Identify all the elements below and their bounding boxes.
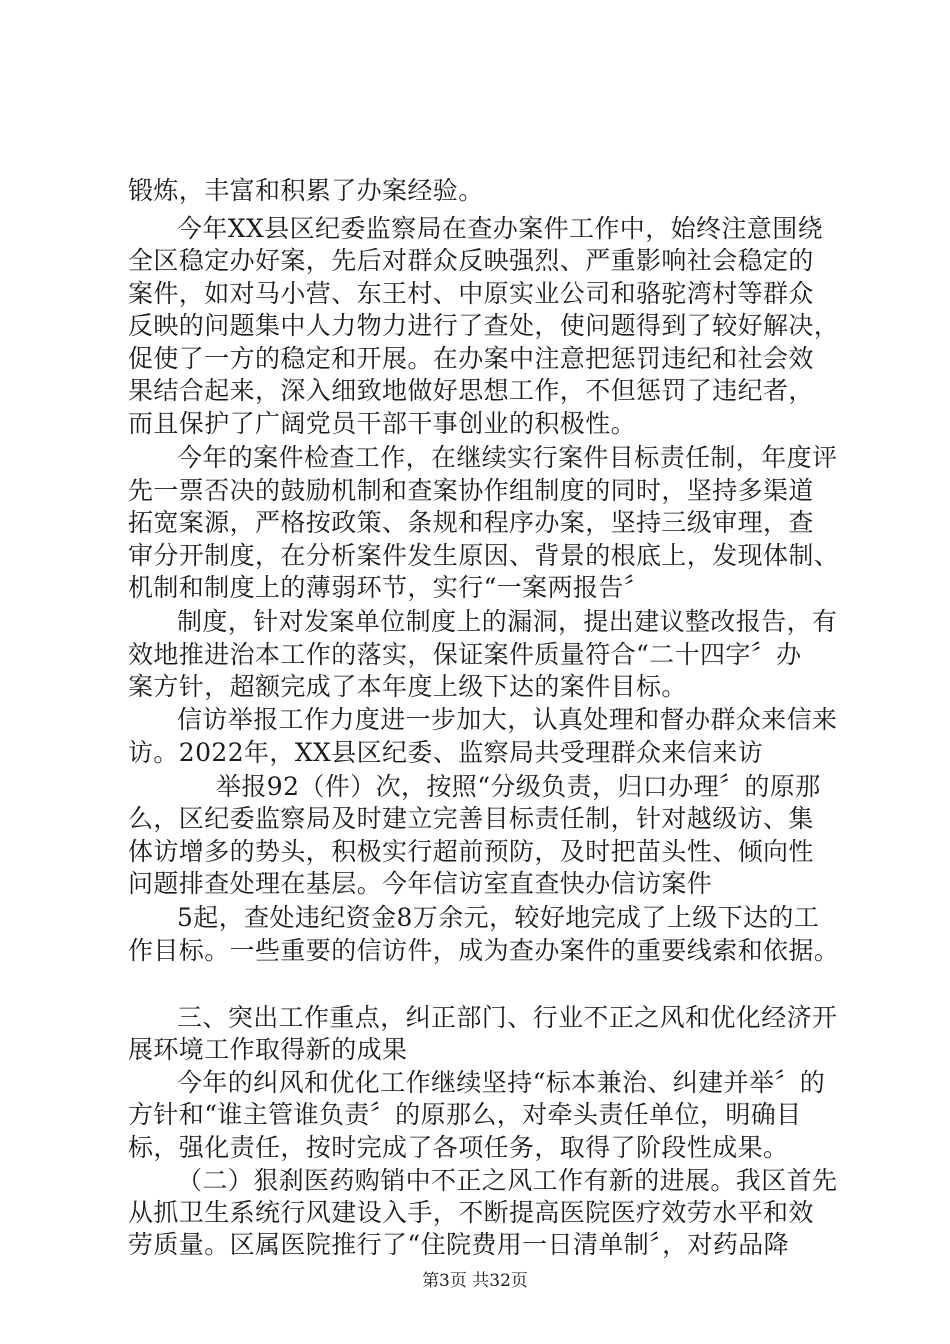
paragraph-line: 拓宽案源，严格按政策、条规和程序办案，坚持三级审理，查 (128, 508, 814, 537)
paragraph-line: 体访增多的势头，积极实行超前预防，及时把苗头性、倾向性 (128, 837, 814, 866)
paragraph-line: 先一票否决的鼓励机制和查案协作组制度的同时，坚持多渠道 (128, 476, 814, 505)
paragraph-line: 从抓卫生系统行风建设入手，不断提高医院医疗效劳水平和效 (128, 1198, 814, 1227)
paragraph-line: 效地推进治本工作的落实，保证案件质量符合“二十四字〞办 (128, 640, 802, 669)
section-heading-line: 三、突出工作重点，纠正部门、行业不正之风和优化经济开 (177, 1003, 838, 1032)
paragraph-line: 问题排查处理在基层。今年信访室直查快办信访案件 (128, 869, 713, 898)
paragraph-line: 作目标。一些重要的信访件，成为查办案件的重要线索和依据。 (128, 936, 840, 965)
paragraph-line: 今年的案件检查工作，在继续实行案件目标责任制，年度评 (177, 443, 838, 472)
paragraph-line: 么，区纪委监察局及时建立完善目标责任制，针对越级访、集 (128, 804, 814, 833)
paragraph-line: 果结合起来，深入细致地做好思想工作，不但惩罚了违纪者， (128, 376, 814, 405)
paragraph-line: 5起，查处违纪资金8万余元，较好地完成了上级下达的工 (177, 903, 820, 932)
page-number-footer: 第3页 共32页 (422, 1271, 528, 1291)
paragraph-line: 案方针，超额完成了本年度上级下达的案件目标。 (128, 672, 687, 701)
paragraph-line: （二）狠刹医药购销中不正之风工作有新的进展。我区首先 (177, 1166, 838, 1195)
paragraph-line: 方针和“谁主管谁负责〞的原那么，对牵头责任单位，明确目 (128, 1100, 802, 1129)
paragraph-line: 机制和制度上的薄弱环节，实行“一案两报告〞 (128, 573, 650, 602)
paragraph-line: 反映的问题集中人力物力进行了查处，使问题得到了较好解决， (128, 311, 840, 340)
paragraph-line: 全区稳定办好案，先后对群众反映强烈、严重影响社会稳定的 (128, 246, 814, 275)
paragraph-line: 举报92（件）次，按照“分级负责，归口办理〞的原那 (216, 772, 821, 801)
paragraph-line: 锻炼，丰富和积累了办案经验。 (128, 176, 484, 205)
paragraph-line: 访。2022年，XX县区纪委、监察局共受理群众来信来访 (128, 738, 764, 767)
paragraph-line: 今年XX县区纪委监察局在查办案件工作中，始终注意围绕 (177, 214, 823, 243)
paragraph-line: 制度，针对发案单位制度上的漏洞，提出建议整改报告，有 (177, 607, 838, 636)
paragraph-line: 而且保护了广阔党员干部干事创业的积极性。 (128, 409, 637, 438)
paragraph-line: 案件，如对马小营、东王村、中原实业公司和骆驼湾村等群众 (128, 279, 814, 308)
paragraph-line: 标，强化责任，按时完成了各项任务，取得了阶段性成果。 (128, 1133, 789, 1162)
section-heading-line: 展环境工作取得新的成果 (128, 1035, 408, 1064)
paragraph-line: 促使了一方的稳定和开展。在办案中注意把惩罚违纪和社会效 (128, 344, 814, 373)
paragraph-line: 审分开制度，在分析案件发生原因、背景的根底上，发现体制、 (128, 541, 840, 570)
paragraph-line: 今年的纠风和优化工作继续坚持“标本兼治、纠建并举〞的 (177, 1068, 826, 1097)
paragraph-line: 信访举报工作力度进一步加大，认真处理和督办群众来信来 (177, 705, 838, 734)
paragraph-line: 劳质量。区属医院推行了“住院费用一日清单制〞，对药品降 (128, 1230, 790, 1259)
